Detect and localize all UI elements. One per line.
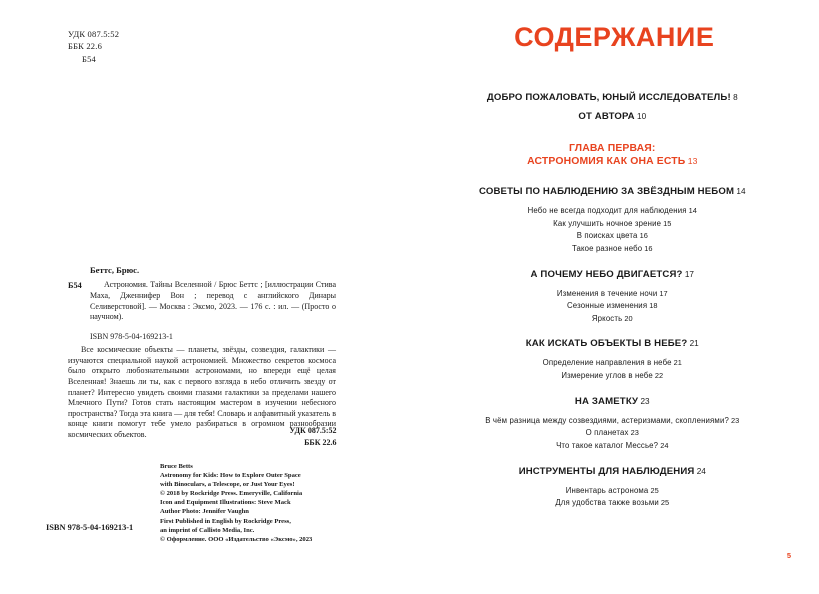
table-of-contents <box>440 92 786 510</box>
toc-entry-label: Измерение углов в небе <box>561 371 653 380</box>
toc-entry-page: 22 <box>652 371 664 380</box>
credit-line: Bruce Betts <box>160 463 193 470</box>
credit-line: with Binoculars, a Telescope, or Just Your Eyes! <box>160 481 295 489</box>
cip-record <box>68 265 336 343</box>
toc-spacer <box>440 325 786 338</box>
toc-entry-label: Инвентарь астронома <box>565 485 649 495</box>
toc-entry[interactable] <box>440 92 786 103</box>
toc-entry[interactable] <box>440 111 786 122</box>
toc-entry-page: 23 <box>728 415 740 425</box>
toc-entry-label: В поисках цвета <box>576 231 638 241</box>
toc-entry-page: 24 <box>694 466 706 476</box>
credit-line: an imprint of Callisto Media, Inc. <box>160 526 255 534</box>
toc-entry-label: Сезонные изменения <box>567 301 648 311</box>
cip-index: Б54 <box>68 281 82 290</box>
toc-entry[interactable] <box>440 288 786 301</box>
toc-entry-label: КАК ИСКАТЬ ОБЪЕКТЫ В НЕБЕ? <box>525 338 688 350</box>
toc-entry-page: 16 <box>642 243 653 253</box>
toc-entry-page: 21 <box>671 358 682 368</box>
toc-entry-label: Изменения в течение ночи <box>556 288 658 298</box>
toc-entry-label: Небо не всегда подходит для наблюдения <box>527 206 687 215</box>
toc-entry-page: 10 <box>634 112 647 121</box>
toc-entry-label: В чём разница между созвездиями, астеризмами, скоплениями? <box>485 415 729 425</box>
isbn-bottom: ISBN 978-5-04-169213-1 <box>46 523 134 532</box>
toc-entry[interactable] <box>440 415 786 428</box>
toc-entry-label: Как улучшить ночное зрение <box>553 218 662 228</box>
toc-entry-page: 20 <box>622 313 633 323</box>
toc-entry[interactable] <box>440 205 786 218</box>
toc-entry[interactable] <box>440 218 786 231</box>
toc-entry[interactable] <box>440 313 786 326</box>
toc-entry-page: 14 <box>686 206 697 215</box>
credit-line: Astronomy for Kids: How to Explore Outer Space <box>160 472 301 480</box>
toc-entry-page: 17 <box>682 269 694 279</box>
cip-author: Беттс, Брюс. <box>90 265 140 275</box>
toc-entry[interactable] <box>440 440 786 453</box>
toc-entry[interactable] <box>440 186 786 197</box>
toc-entry-label: О планетах <box>585 428 629 438</box>
toc-entry-label: Яркость <box>591 313 623 323</box>
toc-entry-label: Что такое каталог Мессье? <box>556 440 659 450</box>
toc-entry[interactable] <box>440 466 786 477</box>
toc-entry[interactable] <box>440 300 786 313</box>
bbk-code: ББК 22.6 <box>68 41 103 52</box>
toc-entry-label: АСТРОНОМИЯ КАК ОНА ЕСТЬ <box>527 156 686 167</box>
toc-entry-page: 16 <box>637 231 648 241</box>
toc-entry-page: 23 <box>638 396 650 406</box>
toc-entry-page: 8 <box>730 93 738 102</box>
toc-entry[interactable] <box>440 230 786 243</box>
toc-entry[interactable] <box>440 427 786 440</box>
toc-spacer <box>440 168 786 186</box>
right-page-contents <box>410 0 819 594</box>
page-title: СОДЕРЖАНИЕ <box>514 22 715 52</box>
cip-description: Астрономия. Тайны Вселенной / Брюс Беттс ; [иллюстрации Стива Маха, Дженнифер Вон ; перевод с английского Динары Селиверстовой]. — Москва : Эксмо, 2023. — 176 с. : ил. — (Просто о научном). <box>90 280 336 322</box>
toc-entry-page: 15 <box>661 218 672 228</box>
toc-entry[interactable] <box>440 155 786 168</box>
toc-entry-page: 18 <box>647 301 658 311</box>
toc-entry-page: 13 <box>685 156 698 166</box>
english-edition-credits <box>160 462 350 544</box>
credit-line: © 2018 by Rockridge Press. Emeryville, California <box>160 490 303 498</box>
credit-line: First Published in English by Rockridge Press, <box>160 517 291 525</box>
toc-entry-label: ОТ АВТОРА <box>578 111 635 122</box>
toc-entry[interactable] <box>440 269 786 280</box>
toc-entry[interactable] <box>440 497 786 510</box>
toc-entry-page: 25 <box>658 498 670 508</box>
toc-entry[interactable] <box>440 396 786 407</box>
credit-line: © Оформление. ООО «Издательство «Эксмо», 2023 <box>160 535 313 543</box>
toc-entry-label: Определение направления в небе <box>542 358 672 368</box>
toc-entry[interactable] <box>440 370 786 383</box>
toc-entry[interactable] <box>440 338 786 349</box>
toc-entry[interactable] <box>440 485 786 498</box>
toc-entry-label: А ПОЧЕМУ НЕБО ДВИГАЕТСЯ? <box>530 268 683 280</box>
toc-entry-page: 24 <box>658 440 669 450</box>
credit-line: Icon and Equipment Illustrations: Steve Mack <box>160 499 291 507</box>
book-annotation: Все космические объекты — планеты, звёзды, созвездия, галактики — изучаются специальной наукой астрономией. Множество секретов космоса было открыто любознательными астрономами, но впереди ещё целая Вселенная! Знаешь ли ты, как с первого взгляда в небо отличить звезду от планет? Интересно увидеть своими глазами галактики за пределами нашего Млечного Пути? Готов стать настоящим мастером в изучении небесного пространства? Тогда эта книга — для тебя! Словарь и алфавитный указатель в конце книги помогут тебе умело разбираться в огромном разнообразии космических объектов. <box>68 345 336 439</box>
shelf-index: Б54 <box>82 53 96 64</box>
toc-entry-page: 25 <box>648 485 659 495</box>
classification-codes-bottom <box>289 425 336 448</box>
toc-entry[interactable] <box>440 142 786 155</box>
toc-entry[interactable] <box>440 243 786 256</box>
classification-codes <box>68 28 119 65</box>
udk-code-bottom: УДК 087.5:52 <box>289 426 337 435</box>
toc-entry-page: 21 <box>687 339 699 349</box>
toc-entry-label: Такое разное небо <box>571 243 643 253</box>
toc-entry-label: ГЛАВА ПЕРВАЯ: <box>569 143 656 154</box>
toc-entry-page: 23 <box>628 428 639 438</box>
cip-isbn: ISBN 978-5-04-169213-1 <box>90 332 173 342</box>
toc-spacer <box>440 124 786 142</box>
toc-entry-label: ДОБРО ПОЖАЛОВАТЬ, ЮНЫЙ ИССЛЕДОВАТЕЛЬ! <box>486 92 731 103</box>
credit-line: Author Photo: Jennifer Vaughn <box>160 508 249 516</box>
toc-entry-label: Для удобства также возьми <box>555 498 659 508</box>
toc-spacer <box>440 256 786 269</box>
toc-spacer <box>440 383 786 396</box>
toc-spacer <box>440 453 786 466</box>
toc-entry-label: ИНСТРУМЕНТЫ ДЛЯ НАБЛЮДЕНИЯ <box>518 465 695 477</box>
toc-entry-page: 17 <box>657 288 668 298</box>
toc-entry[interactable] <box>440 357 786 370</box>
toc-entry-label: СОВЕТЫ ПО НАБЛЮДЕНИЮ ЗА ЗВЁЗДНЫМ НЕБОМ <box>479 186 735 197</box>
page-number: 5 <box>786 551 791 560</box>
toc-entry-page: 14 <box>734 187 746 196</box>
cip-body <box>68 280 336 343</box>
udk-code: УДК 087.5:52 <box>68 29 120 39</box>
bbk-code-bottom: ББК 22.6 <box>304 437 337 447</box>
toc-entry-label: НА ЗАМЕТКУ <box>574 395 639 407</box>
